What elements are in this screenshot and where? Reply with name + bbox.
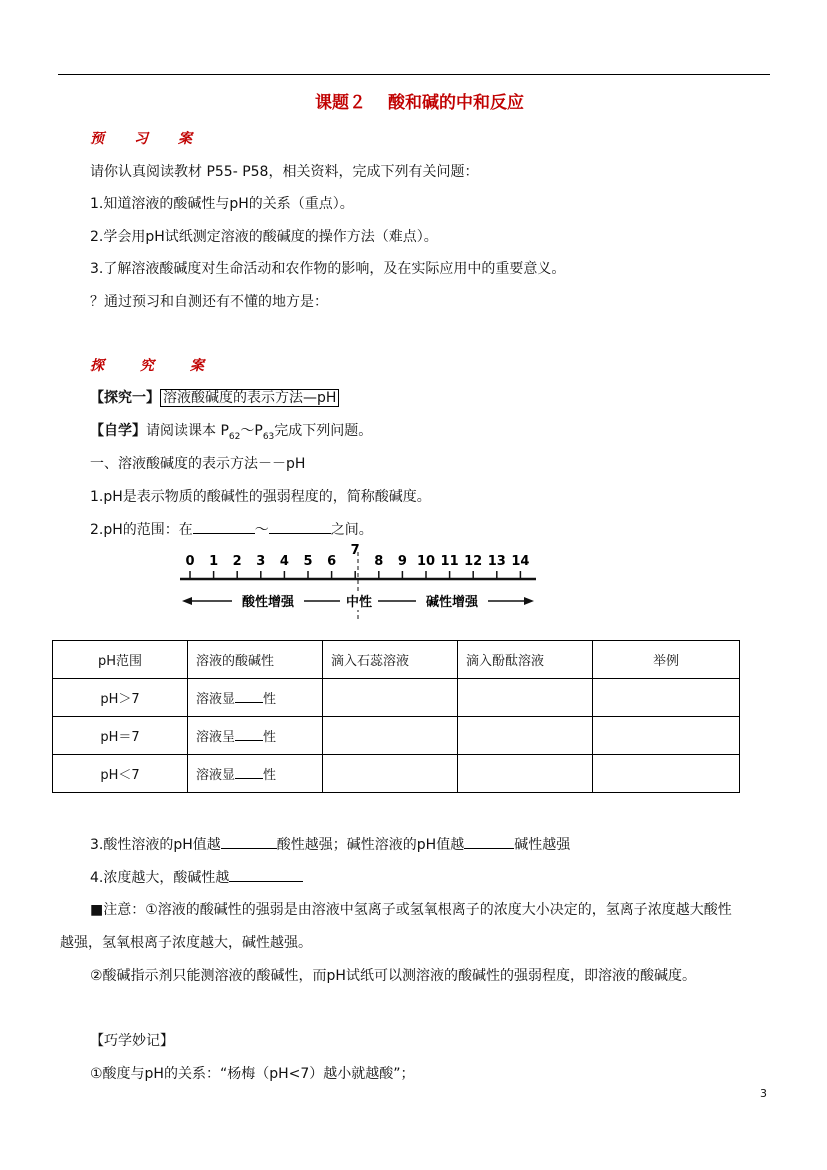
scale-tick-label: 9	[397, 554, 407, 569]
scale-tick-label: 11	[440, 554, 459, 569]
acid-label: 酸性增强	[241, 595, 295, 610]
scale-tick-label: 5	[303, 554, 313, 569]
row-ph-range: pH＜7	[53, 755, 188, 793]
ph-range-text-b: ～	[254, 522, 269, 538]
note-2: ②酸碱指示剂只能测溶液的酸碱性，而pH试纸可以测溶液的酸碱性的强弱程度，即溶液的酸碱度。	[90, 968, 696, 984]
scale-tick-label: 3	[256, 554, 266, 569]
selfstudy-page-start: 62	[228, 431, 241, 442]
row-litmus-cell	[323, 755, 458, 793]
ph-table	[52, 640, 740, 793]
preview-item-2: 2.学会用pH试纸测定溶液的酸碱度的操作方法（难点）。	[90, 229, 438, 245]
row-ph-range: pH＝7	[53, 717, 188, 755]
scale-tick-label: 13	[487, 554, 506, 569]
scale-tick-label: 12	[464, 554, 483, 569]
ph-range-text-c: 之间。	[330, 522, 373, 538]
note-line-2: 越强，氢氧根离子浓度越大，碱性越强。	[60, 935, 312, 951]
row-acidity-cell	[188, 755, 323, 793]
header-acidity: 溶液的酸碱性	[188, 641, 323, 679]
row-acidity-text: 溶液显	[196, 692, 236, 707]
scale-tick-label: 0	[185, 554, 195, 569]
scale-tick-label: 4	[279, 554, 289, 569]
selfstudy-label: 【自学】	[90, 423, 146, 439]
selfstudy-page-end: 63	[262, 431, 275, 442]
table-row	[53, 679, 740, 717]
row-phenolphthalein-cell	[458, 755, 593, 793]
inquiry-title: 溶液酸碱度的表示方法—pH	[160, 389, 339, 407]
row-acidity-text: 溶液呈	[196, 730, 236, 745]
ph-range-blank-1	[193, 521, 255, 534]
selfstudy-text-b: ～P	[240, 423, 263, 439]
row-acidity-blank	[235, 728, 263, 741]
note-line-1: ■注意：①溶液的酸碱性的强弱是由溶液中氢离子或氢氧根离子的浓度大小决定的，氢离子浓度越大酸性	[90, 902, 732, 918]
scale-tick-label: 7	[350, 543, 360, 558]
page-number: 3	[760, 1087, 767, 1100]
row-phenolphthalein-cell	[458, 717, 593, 755]
item3-text-b: 酸性越强；碱性溶液的pH值越	[276, 837, 465, 853]
row-acidity-suffix: 性	[263, 692, 277, 707]
scale-tick-label: 2	[232, 554, 242, 569]
item3-blank-1	[221, 836, 277, 849]
ph-range-blank-2	[269, 521, 331, 534]
explore-item-2	[90, 519, 373, 539]
scale-tick-label: 8	[374, 554, 384, 569]
row-acidity-cell	[188, 679, 323, 717]
row-phenolphthalein-cell	[458, 679, 593, 717]
ph-scale-diagram	[180, 540, 540, 622]
lesson-number: 课题２	[315, 93, 366, 113]
row-acidity-cell	[188, 717, 323, 755]
after-item-4	[90, 867, 303, 887]
header-phenolphthalein: 滴入酚酞溶液	[458, 641, 593, 679]
base-arrow-head	[524, 597, 534, 605]
item4-text: 4.浓度越大，酸碱性越	[90, 870, 230, 886]
scale-tick-label: 10	[416, 554, 436, 569]
row-litmus-cell	[323, 717, 458, 755]
ph-range-text-a: 2.pH的范围：在	[90, 522, 193, 538]
scale-tick-label: 6	[327, 554, 337, 569]
row-litmus-cell	[323, 679, 458, 717]
explore-item-1: 1.pH是表示物质的酸碱性的强弱程度的，简称酸碱度。	[90, 489, 431, 505]
row-acidity-blank	[235, 690, 263, 703]
row-acidity-blank	[235, 766, 263, 779]
item3-text-c: 碱性越强	[514, 837, 571, 853]
row-example-cell	[593, 679, 740, 717]
inquiry-label: 【探究一】	[90, 390, 160, 406]
row-acidity-suffix: 性	[263, 730, 277, 745]
preview-question: ？通过预习和自测还有不懂的地方是：	[90, 294, 328, 310]
preview-intro: 请你认真阅读教材 P55- P58，相关资料，完成下列有关问题：	[90, 164, 479, 180]
scale-tick-label: 14	[511, 554, 530, 569]
preview-item-3: 3.了解溶液酸碱度对生命活动和农作物的影响，及在实际应用中的重要意义。	[90, 261, 566, 277]
selfstudy-line	[90, 420, 372, 442]
table-row	[53, 717, 740, 755]
after-item-3	[90, 834, 570, 854]
section-heading: 一、溶液酸碱度的表示方法－－pH	[90, 456, 306, 472]
header-ph-range: pH范围	[53, 641, 188, 679]
selfstudy-text-a: 请阅读课本 P	[146, 423, 229, 439]
table-header-row	[53, 641, 740, 679]
header-rule	[58, 74, 770, 75]
row-acidity-text: 溶液显	[196, 768, 236, 783]
table-row	[53, 755, 740, 793]
explore-heading: 探究案	[90, 358, 240, 374]
item3-blank-2	[464, 836, 514, 849]
item3-text-a: 3.酸性溶液的pH值越	[90, 837, 221, 853]
tips-label: 【巧学妙记】	[90, 1033, 174, 1049]
header-litmus: 滴入石蕊溶液	[323, 641, 458, 679]
page-title	[315, 88, 524, 113]
lesson-title: 酸和碱的中和反应	[388, 93, 524, 113]
item4-blank	[229, 869, 303, 882]
tip-1: ①酸度与pH的关系：“杨梅（pH<7）越小就越酸”；	[90, 1066, 415, 1082]
acid-arrow-head	[182, 597, 192, 605]
scale-tick-label: 1	[209, 554, 219, 569]
row-acidity-suffix: 性	[263, 768, 277, 783]
row-example-cell	[593, 717, 740, 755]
row-ph-range: pH＞7	[53, 679, 188, 717]
inquiry-line	[90, 387, 339, 407]
preview-item-1: 1.知道溶液的酸碱性与pH的关系（重点）。	[90, 196, 354, 212]
preview-heading: 预习案	[90, 131, 222, 147]
header-example: 举例	[593, 641, 740, 679]
selfstudy-text-c: 完成下列问题。	[274, 423, 373, 439]
row-example-cell	[593, 755, 740, 793]
base-label: 碱性增强	[425, 595, 479, 610]
neutral-label: 中性	[345, 595, 373, 610]
